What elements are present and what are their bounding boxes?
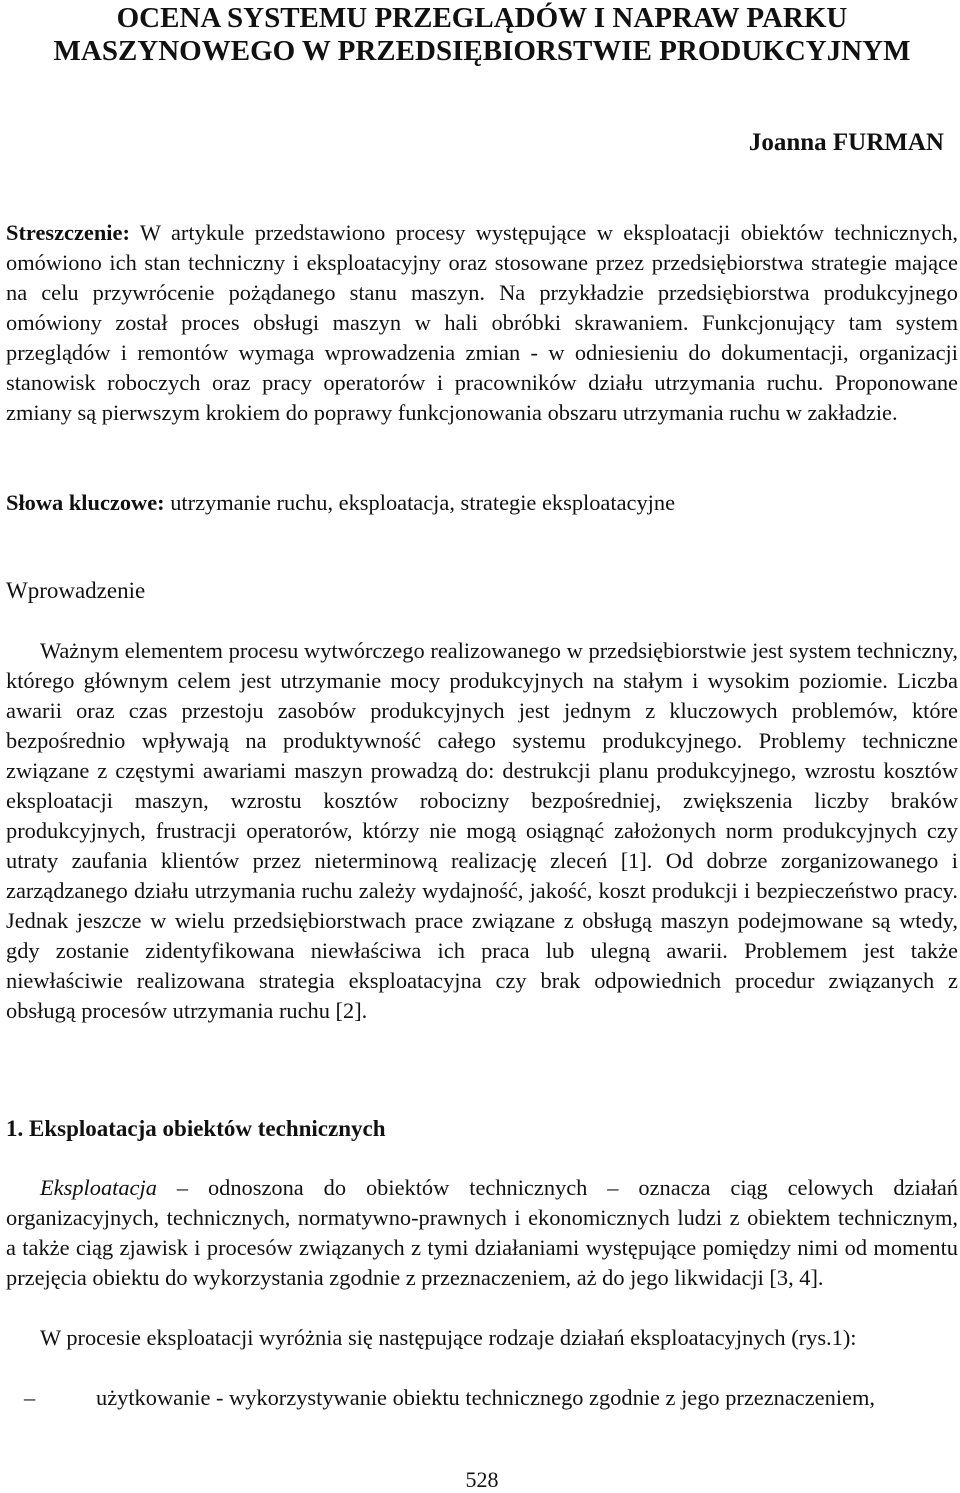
abstract-paragraph <box>6 218 958 428</box>
page-number: 528 <box>465 1467 499 1492</box>
section-1-heading: 1. Eksploatacja obiektów technicznych <box>6 1116 386 1141</box>
intro-heading: Wprowadzenie <box>6 578 146 603</box>
title-line-1: OCENA SYSTEMU PRZEGLĄDÓW I NAPRAW PARKU <box>116 2 848 34</box>
abstract-text: W artykule przedstawiono procesy występujące w eksploatacji obiektów technicznych, omówiono ich stan techniczny i eksploatacyjny oraz stosowane przez przedsiębiorstwa strategie mające na celu przywrócenie pożądanego stanu maszyn. Na przykładzie przedsiębiorstwa produkcyjnego omówiony został proces obsługi maszyn w hali obróbki skrawaniem. Funkcjonujący tam system przeglądów i remontów wymaga wprowadzenia zmian - w odniesieniu do dokumentacji, organizacji stanowisk roboczych oraz pracy operatorów i pracowników działu utrzymania ruchu. Proponowane zmiany są pierwszym krokiem do poprawy funkcjonowania obszaru utrzymania ruchu w zakładzie. <box>6 220 958 425</box>
definition-term: Eksploatacja <box>40 1175 157 1200</box>
abstract-label: Streszczenie: <box>6 220 130 245</box>
list-dash: – <box>24 1385 36 1410</box>
paper-title <box>6 2 958 68</box>
keywords-paragraph <box>6 488 958 518</box>
intro-paragraph: Ważnym elementem procesu wytwórczego realizowanego w przedsiębiorstwie jest system techniczny, którego głównym celem jest utrzymanie mocy produkcyjnych na stałym i wysokim poziomie. Liczba awarii oraz czas przestoju zasobów produkcyjnych jest jednym z kluczowych problemów, które bezpośrednio wpływają na produktywność całego systemu produkcyjnego. Problemy techniczne związane z częstymi awariami maszyn prowadzą do: destrukcji planu produkcyjnego, wzrostu kosztów eksploatacji maszyn, wzrostu kosztów robocizny bezpośredniej, zwiększenia liczby braków produkcyjnych, frustracji operatorów, którzy nie mogą osiągnąć założonych norm produkcyjnych czy utraty zaufania klientów przez nieterminową realizację zleceń [1]. Od dobrze zorganizowanego i zarządzanego działu utrzymania ruchu zależy wydajność, jakość, koszt produkcji i bezpieczeństwo pracy. Jednak jeszcze w wielu przedsiębiorstwach prace związane z obsługą maszyn podejmowane są wtedy, gdy zostanie zidentyfikowana niewłaściwa ich praca lub ulegną awarii. Problemem jest także niewłaściwie realizowana strategia eksploatacyjna czy brak odpowiednich procedur związanych z obsługą procesów utrzymania ruchu [2]. <box>6 638 958 1023</box>
definition-paragraph <box>6 1173 958 1293</box>
list-item-text: użytkowanie - wykorzystywanie obiektu technicznego zgodnie z jego przeznaczeniem, <box>96 1385 875 1410</box>
keywords-text: utrzymanie ruchu, eksploatacja, strategie eksploatacyjne <box>164 490 676 515</box>
keywords-label: Słowa kluczowe: <box>6 490 165 515</box>
author-name: Joanna FURMAN <box>748 129 944 156</box>
section-1-paragraph-2: W procesie eksploatacji wyróżnia się następujące rodzaje działań eksploatacyjnych (rys.1): <box>40 1325 857 1350</box>
definition-text: – odnoszona do obiektów technicznych – oznacza ciąg celowych działań organizacyjnych, technicznych, normatywno-prawnych i ekonomicznych ludzi z obiektem technicznym, a także ciąg zjawisk i procesów związanych z tymi działaniami występujące pomiędzy nimi od momentu przejęcia obiektu do wykorzystania zgodnie z przeznaczeniem, aż do jego likwidacji [3, 4]. <box>6 1175 958 1290</box>
title-line-2: MASZYNOWEGO W PRZEDSIĘBIORSTWIE PRODUKCYJNYM <box>53 35 911 67</box>
